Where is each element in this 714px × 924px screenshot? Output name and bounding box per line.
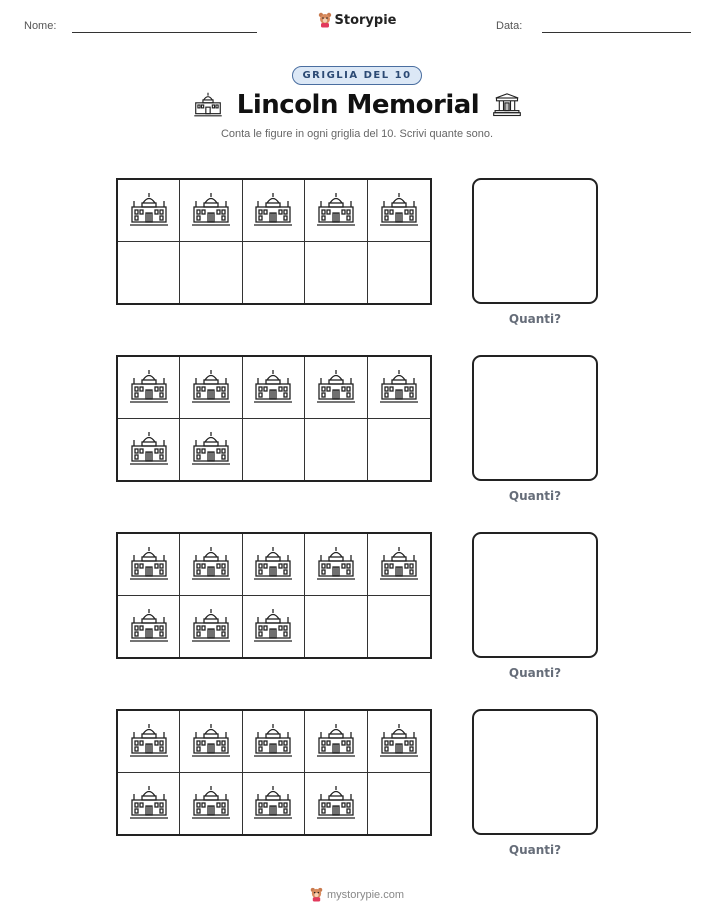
ten-frame-cell (180, 596, 242, 658)
capitol-building-icon (129, 608, 169, 644)
capitol-building-icon (191, 192, 231, 228)
capitol-building-icon (129, 546, 169, 582)
capitol-building-icon (379, 546, 419, 582)
ten-frame-cell (368, 711, 430, 773)
ten-frame-cell (305, 419, 367, 481)
ten-frame (116, 709, 432, 836)
ten-frame-cell (243, 180, 305, 242)
ten-frame-cell (368, 773, 430, 835)
footer-url: mystorypie.com (326, 888, 405, 901)
capitol-building-icon (129, 369, 169, 405)
bear-mascot-icon (310, 887, 323, 902)
date-label: Data: (496, 20, 523, 32)
ten-frame-cell (368, 242, 430, 304)
worksheet-badge: GRIGLIA DEL 10 (292, 66, 421, 85)
ten-frame-cell (118, 711, 180, 773)
brand-logo (0, 12, 714, 28)
ten-frame-cell (180, 357, 242, 419)
answer-label: Quanti? (508, 843, 562, 857)
capitol-building-icon (129, 723, 169, 759)
ten-frame-cell (305, 773, 367, 835)
capitol-building-icon (379, 723, 419, 759)
capitol-building-icon (193, 92, 223, 118)
ten-frame-cell (118, 180, 180, 242)
name-line (72, 32, 257, 33)
capitol-building-icon (129, 192, 169, 228)
ten-frame-cell (180, 534, 242, 596)
capitol-building-icon (191, 785, 231, 821)
capitol-building-icon (191, 431, 231, 467)
answer-label: Quanti? (508, 312, 562, 326)
footer (0, 887, 714, 902)
ten-frame-cell (243, 357, 305, 419)
ten-frame-cell (305, 180, 367, 242)
bear-mascot-icon (318, 12, 332, 28)
ten-frame-cell (368, 180, 430, 242)
ten-frame-cell (118, 596, 180, 658)
ten-frame (116, 532, 432, 659)
instructions: Conta le figure in ogni griglia del 10. Scrivi quante sono. (220, 128, 494, 140)
answer-label: Quanti? (508, 489, 562, 503)
capitol-building-icon (191, 723, 231, 759)
ten-frame-cell (180, 180, 242, 242)
ten-frame-cell (305, 357, 367, 419)
capitol-building-icon (316, 785, 356, 821)
ten-frame-cell (368, 596, 430, 658)
brand-name: Storypie (334, 12, 397, 28)
ten-frame-cell (368, 534, 430, 596)
capitol-building-icon (253, 192, 293, 228)
ten-frame-cell (180, 419, 242, 481)
answer-box[interactable] (472, 532, 598, 658)
capitol-building-icon (253, 723, 293, 759)
ten-frame-cell (243, 419, 305, 481)
ten-frame-cell (118, 419, 180, 481)
ten-frame (116, 178, 432, 305)
capitol-building-icon (191, 546, 231, 582)
ten-frame-cell (368, 357, 430, 419)
capitol-building-icon (191, 608, 231, 644)
capitol-building-icon (253, 369, 293, 405)
answer-box[interactable] (472, 178, 598, 304)
date-line (542, 32, 691, 33)
ten-frame-cell (243, 773, 305, 835)
answer-box[interactable] (472, 709, 598, 835)
ten-frame-cell (305, 534, 367, 596)
memorial-temple-icon (493, 92, 521, 118)
ten-frame-cell (180, 711, 242, 773)
answer-box[interactable] (472, 355, 598, 481)
capitol-building-icon (316, 192, 356, 228)
capitol-building-icon (191, 369, 231, 405)
capitol-building-icon (253, 608, 293, 644)
capitol-building-icon (253, 546, 293, 582)
capitol-building-icon (316, 369, 356, 405)
ten-frame-cell (118, 242, 180, 304)
ten-frame-cell (305, 711, 367, 773)
ten-frame-cell (243, 711, 305, 773)
page-title: Lincoln Memorial (236, 90, 480, 120)
ten-frame-cell (305, 596, 367, 658)
capitol-building-icon (379, 369, 419, 405)
ten-frame-cell (180, 242, 242, 304)
ten-frame-cell (368, 419, 430, 481)
ten-frame-cell (118, 534, 180, 596)
ten-frame (116, 355, 432, 482)
ten-frame-cell (305, 242, 367, 304)
capitol-building-icon (253, 785, 293, 821)
ten-frame-cell (180, 773, 242, 835)
ten-frame-cell (118, 773, 180, 835)
capitol-building-icon (316, 723, 356, 759)
ten-frame-cell (243, 534, 305, 596)
ten-frame-cell (118, 357, 180, 419)
capitol-building-icon (129, 785, 169, 821)
capitol-building-icon (379, 192, 419, 228)
answer-label: Quanti? (508, 666, 562, 680)
capitol-building-icon (316, 546, 356, 582)
capitol-building-icon (129, 431, 169, 467)
name-label: Nome: (24, 20, 57, 32)
ten-frame-cell (243, 242, 305, 304)
ten-frame-cell (243, 596, 305, 658)
